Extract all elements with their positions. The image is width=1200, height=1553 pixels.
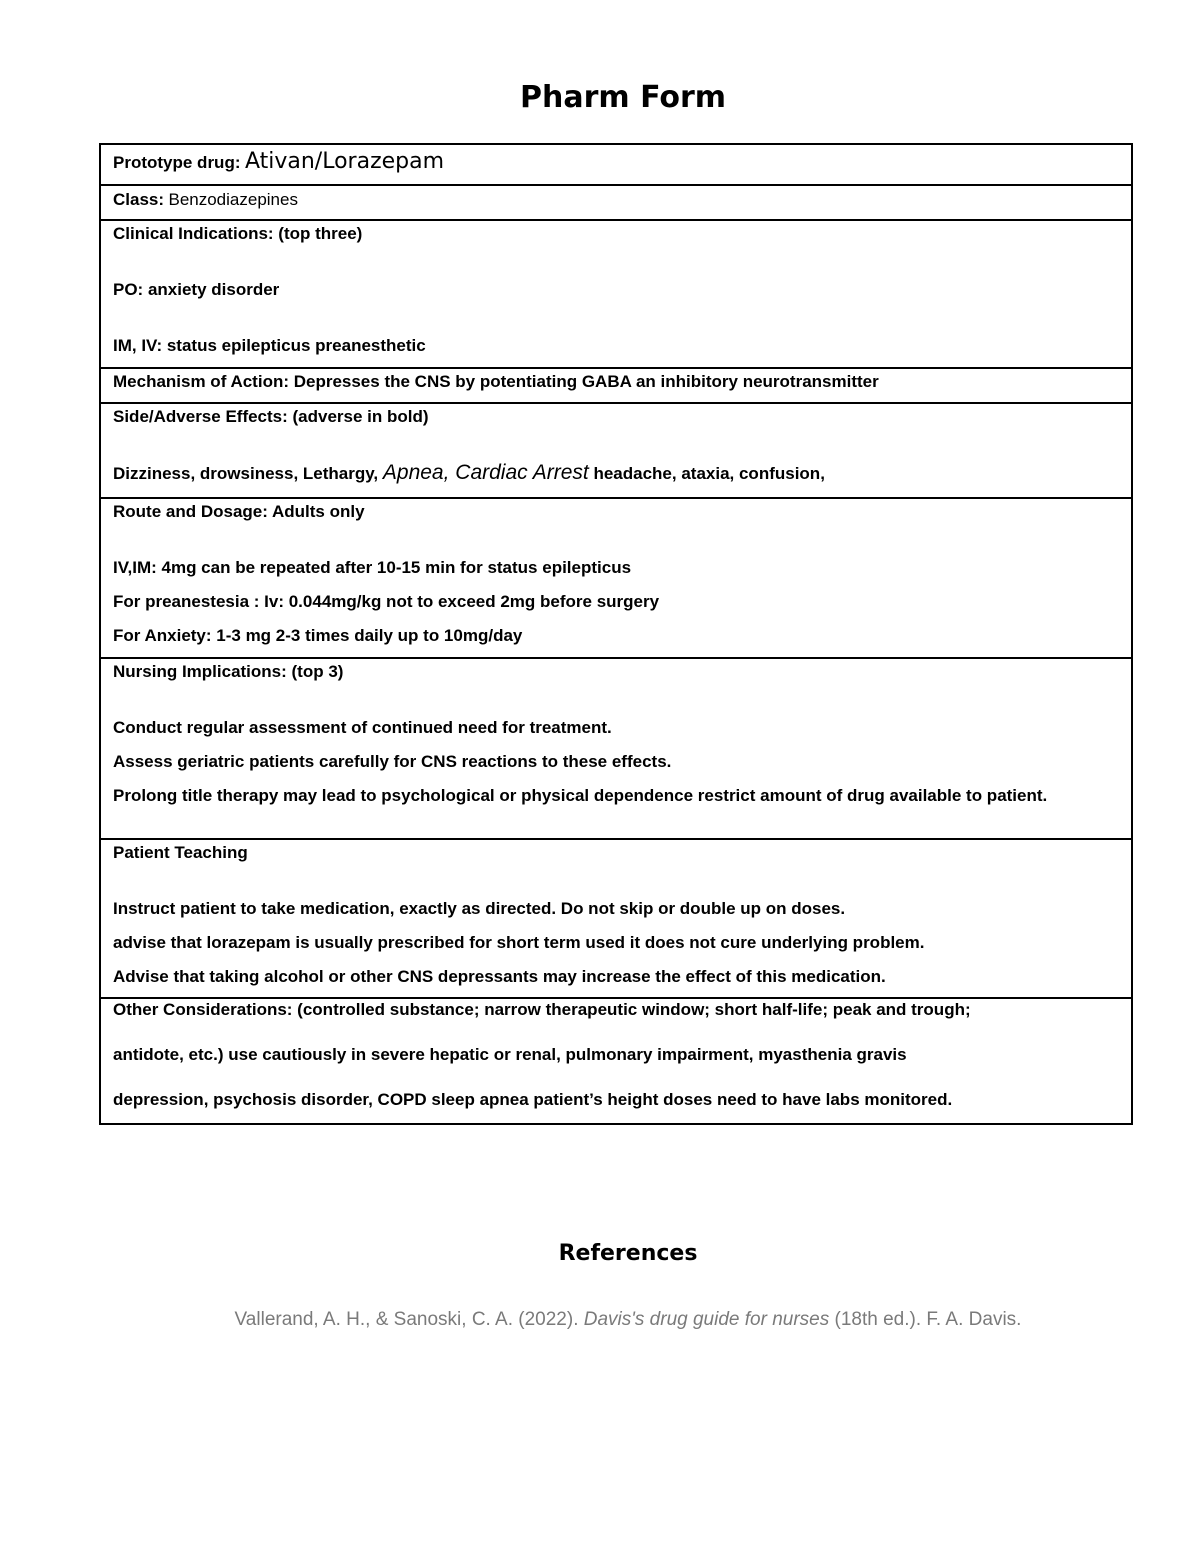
other-considerations-row <box>101 999 1131 1123</box>
patient-teaching-item: advise that lorazepam is usually prescribed for short term used it does not cure underlying problem. <box>113 933 925 952</box>
side-effects-label: Side/Adverse Effects: (adverse in bold) <box>113 407 429 426</box>
other-considerations-line: depression, psychosis disorder, COPD sleep apnea patient’s height doses need to have labs monitored. <box>113 1090 953 1109</box>
prototype-drug-label: Prototype drug: <box>113 153 241 172</box>
clinical-indications-row <box>101 221 1131 369</box>
prototype-drug-row <box>101 145 1131 186</box>
reference-entry <box>0 1306 1200 1334</box>
pharm-form-table <box>99 143 1133 1125</box>
class-label: Class: <box>113 190 165 209</box>
clinical-indication-item: IM, IV: status epilepticus preanesthetic <box>113 336 426 355</box>
route-dosage-item: For preanestesia : Iv: 0.044mg/kg not to exceed 2mg before surgery <box>113 592 660 611</box>
route-dosage-item: For Anxiety: 1-3 mg 2-3 times daily up to 10mg/day <box>113 626 523 645</box>
class-value: Benzodiazepines <box>168 190 298 209</box>
nursing-implications-label: Nursing Implications: (top 3) <box>113 662 344 681</box>
nursing-implication-item: Prolong title therapy may lead to psychological or physical dependence restrict amount of drug available to patient. <box>113 786 1048 805</box>
other-considerations-line: antidote, etc.) use cautiously in severe hepatic or renal, pulmonary impairment, myasthenia gravis <box>113 1045 907 1064</box>
class-row <box>101 186 1131 221</box>
side-effects-prefix: Dizziness, drowsiness, Lethargy, <box>113 464 379 483</box>
mechanism-row <box>101 369 1131 404</box>
clinical-indication-item: PO: anxiety disorder <box>113 280 280 299</box>
references-title: References <box>558 1241 698 1266</box>
mechanism-text: Mechanism of Action: Depresses the CNS by potentiating GABA an inhibitory neurotransmitter <box>113 372 879 391</box>
side-effects-suffix: headache, ataxia, confusion, <box>593 464 825 483</box>
side-effects-row <box>101 404 1131 499</box>
side-effects-text <box>113 462 1119 485</box>
nursing-implication-item: Assess geriatric patients carefully for CNS reactions to these effects. <box>113 752 672 771</box>
patient-teaching-row <box>101 840 1131 999</box>
reference-book-title: Davis's drug guide for nurses <box>583 1309 830 1330</box>
reference-edition: (18th ed.). F. A. Davis. <box>834 1309 1022 1330</box>
nursing-implications-row <box>101 659 1131 840</box>
adverse-effects: Apnea, Cardiac Arrest <box>382 461 589 484</box>
reference-authors: Vallerand, A. H., & Sanoski, C. A. (2022). <box>234 1309 579 1330</box>
patient-teaching-label: Patient Teaching <box>113 843 248 862</box>
route-dosage-label: Route and Dosage: Adults only <box>113 502 365 521</box>
prototype-drug-value: Ativan/Lorazepam <box>244 149 445 174</box>
nursing-implication-item: Conduct regular assessment of continued need for treatment. <box>113 718 612 737</box>
route-dosage-row <box>101 499 1131 659</box>
page-title: Pharm Form <box>519 80 727 115</box>
route-dosage-item: IV,IM: 4mg can be repeated after 10-15 min for status epilepticus <box>113 558 632 577</box>
patient-teaching-item: Instruct patient to take medication, exactly as directed. Do not skip or double up on doses. <box>113 899 846 918</box>
other-considerations-line: Other Considerations: (controlled substance; narrow therapeutic window; short half-life; peak and trough; <box>113 1000 971 1019</box>
clinical-indications-label: Clinical Indications: (top three) <box>113 224 363 243</box>
patient-teaching-item: Advise that taking alcohol or other CNS depressants may increase the effect of this medication. <box>113 967 886 986</box>
